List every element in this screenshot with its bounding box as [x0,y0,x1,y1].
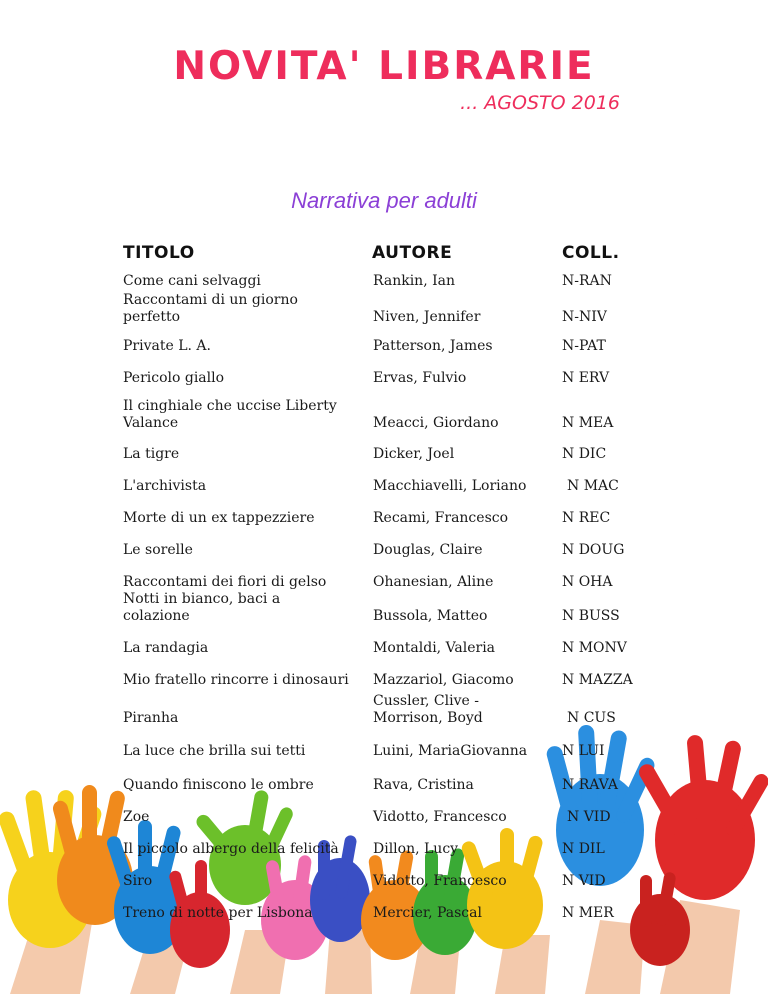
book-author: Dicker, Joel [373,446,455,462]
book-author: Vidotto, Francesco [373,873,507,889]
book-author: Bussola, Matteo [373,608,488,624]
book-collocation: N BUSS [562,608,620,624]
book-collocation: N-RAN [562,273,612,289]
table-row [0,273,768,291]
book-author: Recami, Francesco [373,510,509,526]
book-title: Notti in bianco, baci a colazione [123,591,281,624]
book-collocation: N DIC [562,446,607,462]
book-author: Vidotto, Francesco [373,809,507,825]
book-title: Private L. A. [123,338,211,354]
book-title: Zoe [123,809,150,825]
section-heading: Narrativa per adulti [291,188,477,213]
book-title: Le sorelle [123,542,193,558]
book-collocation: N DIL [562,841,605,857]
book-collocation: N-PAT [562,338,606,354]
book-author: Rava, Cristina [373,777,474,793]
book-collocation: N REC [562,510,611,526]
book-collocation: N MONV [562,640,627,656]
column-header-title: TITOLO [123,243,195,263]
book-collocation: N-NIV [562,309,607,325]
book-title: Quando finiscono le ombre [123,777,314,793]
book-author: Luini, MariaGiovanna [373,743,528,759]
book-title: Treno di notte per Lisbona [123,905,313,921]
book-author: Ervas, Fulvio [373,370,467,386]
book-author: Dillon, Lucy [373,841,459,857]
book-collocation: N VID [567,809,611,825]
book-collocation: N MER [562,905,614,921]
page-subtitle: ... AGOSTO 2016 [460,92,620,114]
book-collocation: N RAVA [562,777,618,793]
book-title: Morte di un ex tappezziere [123,510,315,526]
book-title: La randagia [123,640,209,656]
book-author: Mazzariol, Giacomo [373,672,514,688]
book-author: Rankin, Ian [373,273,455,289]
book-title: Siro [123,873,153,889]
book-author: Patterson, James [373,338,493,354]
book-author: Ohanesian, Aline [373,574,494,590]
book-collocation: N DOUG [562,542,625,558]
book-collocation: N VID [562,873,606,889]
book-collocation: N ERV [562,370,610,386]
book-title: Raccontami di un giorno perfetto [123,292,298,325]
book-title: Pericolo giallo [123,370,225,386]
book-collocation: N LUI [562,743,605,759]
book-collocation: N CUS [567,710,616,726]
book-title: L'archivista [123,478,207,494]
book-author: Mercier, Pascal [373,905,482,921]
book-author: Macchiavelli, Loriano [373,478,527,494]
column-header-collocation: COLL. [562,243,620,263]
book-title: Il cinghiale che uccise Liberty Valance [123,398,337,431]
column-header-author: AUTORE [372,243,453,263]
table-row [0,292,768,328]
book-title: Il piccolo albergo della felicità [123,841,339,857]
book-collocation: N OHA [562,574,613,590]
book-collocation: N MAC [567,478,619,494]
book-author: Montaldi, Valeria [373,640,496,656]
book-collocation: N MEA [562,415,614,431]
book-title: Piranha [123,710,179,726]
book-title: La tigre [123,446,180,462]
book-title: Mio fratello rincorre i dinosauri [123,672,349,688]
page-title: NOVITA' LIBRARIE [173,44,595,89]
book-title: Raccontami dei fiori di gelso [123,574,327,590]
book-collocation: N MAZZA [562,672,633,688]
book-title: Come cani selvaggi [123,273,261,289]
book-author: Cussler, Clive - Morrison, Boyd [373,693,483,726]
book-author: Niven, Jennifer [373,309,481,325]
book-title: La luce che brilla sui tetti [123,743,306,759]
book-author: Meacci, Giordano [373,415,499,431]
book-author: Douglas, Claire [373,542,483,558]
